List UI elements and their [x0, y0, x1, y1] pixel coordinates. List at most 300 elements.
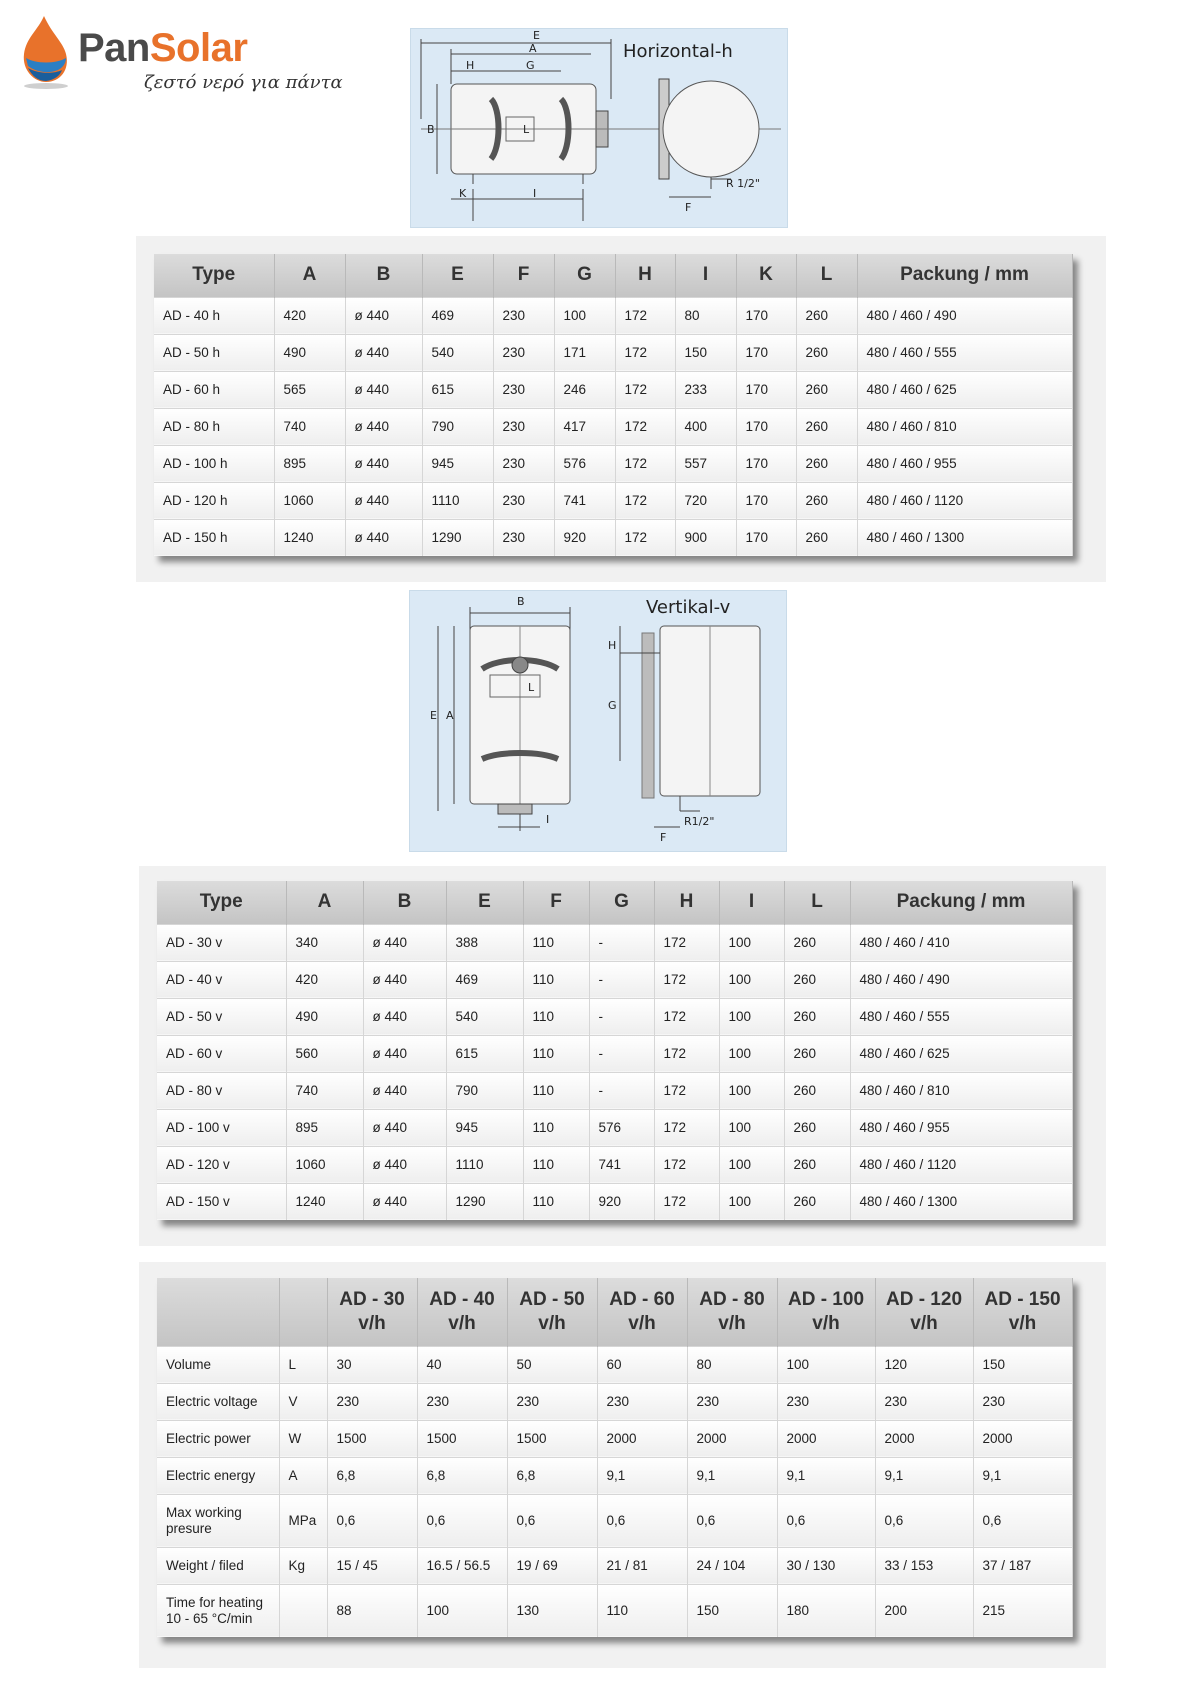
column-header: E — [422, 254, 493, 297]
table-cell: 50 — [507, 1346, 597, 1383]
table-cell: 540 — [422, 334, 493, 371]
table-cell: 100 — [719, 1109, 784, 1146]
column-header: AD - 120 v/h — [875, 1278, 973, 1346]
table-cell: 9,1 — [875, 1457, 973, 1494]
dim-label: H — [466, 59, 475, 72]
table-cell: 110 — [523, 924, 589, 961]
table-cell: 172 — [615, 334, 675, 371]
table-cell: 0,6 — [875, 1494, 973, 1547]
table-row — [157, 1183, 1072, 1220]
column-header — [279, 1278, 327, 1346]
table-cell: 171 — [554, 334, 615, 371]
vertical-drawing — [410, 591, 786, 851]
table-cell: 172 — [654, 998, 719, 1035]
table-cell: 230 — [777, 1383, 875, 1420]
table-cell: 110 — [523, 1035, 589, 1072]
table-cell: 420 — [286, 961, 363, 998]
table-cell: ø 440 — [345, 297, 422, 334]
table-cell: 230 — [493, 519, 554, 556]
table-cell: - — [589, 1072, 654, 1109]
table-cell: 260 — [784, 1109, 850, 1146]
table-cell: 920 — [589, 1183, 654, 1220]
column-header: Type — [154, 254, 274, 297]
table-cell: 0,6 — [327, 1494, 417, 1547]
table-cell: 9,1 — [777, 1457, 875, 1494]
table-cell: 260 — [796, 371, 857, 408]
horizontal-dimensions-table — [154, 254, 1073, 556]
table-cell: 16.5 / 56.5 — [417, 1547, 507, 1584]
table-cell: 24 / 104 — [687, 1547, 777, 1584]
table-cell: 895 — [286, 1109, 363, 1146]
table-cell: 100 — [719, 1072, 784, 1109]
table-row — [154, 445, 1072, 482]
dim-label: R 1/2" — [726, 177, 760, 190]
table-cell: 172 — [654, 1072, 719, 1109]
table-cell: 230 — [597, 1383, 687, 1420]
table-cell: 480 / 460 / 555 — [857, 334, 1072, 371]
table-cell: 230 — [493, 482, 554, 519]
table-cell: 172 — [615, 482, 675, 519]
column-header: L — [784, 881, 850, 924]
dim-label: L — [528, 681, 535, 694]
table-row — [157, 998, 1072, 1035]
row-label: AD - 60 h — [154, 371, 274, 408]
row-label: Volume — [157, 1346, 279, 1383]
table-row — [157, 1547, 1072, 1584]
table-cell: 172 — [615, 371, 675, 408]
table-cell: 1060 — [274, 482, 345, 519]
table-cell: 480 / 460 / 1300 — [850, 1183, 1072, 1220]
table-cell: 100 — [719, 924, 784, 961]
table-row — [154, 297, 1072, 334]
brand-tagline: ζεστό νερό για πάντα — [144, 72, 343, 93]
table-cell: 21 / 81 — [597, 1547, 687, 1584]
dim-label: H — [608, 639, 617, 652]
column-header: AD - 100 v/h — [777, 1278, 875, 1346]
table-cell: 469 — [446, 961, 523, 998]
table-cell: - — [589, 998, 654, 1035]
table-cell: ø 440 — [363, 961, 446, 998]
table-cell: 120 — [875, 1346, 973, 1383]
row-label: AD - 120 h — [154, 482, 274, 519]
table-cell: 100 — [554, 297, 615, 334]
dim-label: E — [430, 709, 437, 722]
table-cell: 110 — [523, 1109, 589, 1146]
table-cell: 720 — [675, 482, 736, 519]
table-cell: 40 — [417, 1346, 507, 1383]
table-cell: 480 / 460 / 810 — [857, 408, 1072, 445]
table-cell: 490 — [286, 998, 363, 1035]
horizontal-diagram — [410, 28, 788, 228]
column-header: AD - 30 v/h — [327, 1278, 417, 1346]
table-cell: 480 / 460 / 955 — [857, 445, 1072, 482]
table-cell: ø 440 — [345, 519, 422, 556]
table-cell: 60 — [597, 1346, 687, 1383]
row-label: AD - 40 h — [154, 297, 274, 334]
table-cell: - — [589, 924, 654, 961]
dim-label: F — [685, 201, 692, 214]
table-cell: 1060 — [286, 1146, 363, 1183]
table-cell: 150 — [675, 334, 736, 371]
table-cell: 388 — [446, 924, 523, 961]
row-label: AD - 40 v — [157, 961, 286, 998]
table-cell: 340 — [286, 924, 363, 961]
table-cell: 9,1 — [597, 1457, 687, 1494]
table-cell: 172 — [615, 445, 675, 482]
table-cell: 170 — [736, 445, 796, 482]
dim-label: A — [529, 42, 537, 55]
table-cell: 790 — [422, 408, 493, 445]
horizontal-diagram-title: Horizontal-h — [623, 41, 733, 62]
table-cell: 80 — [675, 297, 736, 334]
table-cell: 741 — [554, 482, 615, 519]
table-cell: 100 — [719, 1035, 784, 1072]
table-cell: 110 — [523, 998, 589, 1035]
table-cell: 565 — [274, 371, 345, 408]
table-cell: ø 440 — [363, 1109, 446, 1146]
table-cell: 180 — [777, 1584, 875, 1637]
table-row — [157, 1109, 1072, 1146]
row-label: AD - 50 v — [157, 998, 286, 1035]
table-cell: 260 — [784, 1146, 850, 1183]
table-cell: 172 — [654, 1183, 719, 1220]
table-cell: 1290 — [422, 519, 493, 556]
table-cell: 2000 — [597, 1420, 687, 1457]
table-cell: 170 — [736, 519, 796, 556]
table-cell: 615 — [446, 1035, 523, 1072]
table-cell: 480 / 460 / 625 — [857, 371, 1072, 408]
table-cell: 480 / 460 / 490 — [857, 297, 1072, 334]
column-header: K — [736, 254, 796, 297]
table-cell: 615 — [422, 371, 493, 408]
table-cell: 740 — [274, 408, 345, 445]
table-cell: ø 440 — [363, 924, 446, 961]
table-cell: 230 — [493, 371, 554, 408]
table-cell: 172 — [615, 297, 675, 334]
brand-name: PanSolar — [78, 26, 248, 70]
column-header: I — [719, 881, 784, 924]
table-row — [157, 961, 1072, 998]
column-header: AD - 60 v/h — [597, 1278, 687, 1346]
table-row — [157, 1072, 1072, 1109]
row-label: AD - 100 v — [157, 1109, 286, 1146]
table-cell: ø 440 — [363, 1035, 446, 1072]
table-cell: 15 / 45 — [327, 1547, 417, 1584]
table-cell: 260 — [784, 961, 850, 998]
dim-label: L — [523, 123, 530, 136]
table-row — [154, 519, 1072, 556]
dim-label: F — [660, 831, 667, 844]
table-cell: ø 440 — [363, 1183, 446, 1220]
row-label: AD - 150 v — [157, 1183, 286, 1220]
table-cell: 260 — [796, 482, 857, 519]
table-cell: 480 / 460 / 955 — [850, 1109, 1072, 1146]
column-header: Type — [157, 881, 286, 924]
table-cell: ø 440 — [363, 1072, 446, 1109]
table-cell: 200 — [875, 1584, 973, 1637]
table-cell: 1110 — [446, 1146, 523, 1183]
table-cell: 230 — [417, 1383, 507, 1420]
table-cell: 0,6 — [417, 1494, 507, 1547]
table-cell: 170 — [736, 371, 796, 408]
table-cell: - — [589, 1035, 654, 1072]
table-cell: 110 — [597, 1584, 687, 1637]
table-cell: 260 — [784, 1072, 850, 1109]
table-cell: 480 / 460 / 555 — [850, 998, 1072, 1035]
table-cell: 0,6 — [687, 1494, 777, 1547]
table-cell: 172 — [654, 1109, 719, 1146]
table-cell: 260 — [796, 408, 857, 445]
column-header: AD - 80 v/h — [687, 1278, 777, 1346]
column-header: AD - 50 v/h — [507, 1278, 597, 1346]
table-cell: 260 — [796, 519, 857, 556]
table-cell: 170 — [736, 334, 796, 371]
row-label: Electric power — [157, 1420, 279, 1457]
vertical-diagram — [409, 590, 787, 852]
table-cell: W — [279, 1420, 327, 1457]
table-cell: 260 — [796, 297, 857, 334]
row-label: AD - 60 v — [157, 1035, 286, 1072]
table-cell: 172 — [654, 1146, 719, 1183]
column-header: G — [589, 881, 654, 924]
table-cell: 88 — [327, 1584, 417, 1637]
table-cell: 100 — [777, 1346, 875, 1383]
table-cell: A — [279, 1457, 327, 1494]
dim-label: K — [459, 187, 467, 200]
table-cell: 2000 — [973, 1420, 1072, 1457]
table-cell: 230 — [493, 408, 554, 445]
table-cell: 480 / 460 / 1300 — [857, 519, 1072, 556]
table-cell: 230 — [493, 334, 554, 371]
table-cell: 480 / 460 / 490 — [850, 961, 1072, 998]
row-label: Max working presure — [157, 1494, 279, 1547]
table-cell: 945 — [446, 1109, 523, 1146]
table-cell: 790 — [446, 1072, 523, 1109]
row-label: AD - 120 v — [157, 1146, 286, 1183]
table-cell: 576 — [589, 1109, 654, 1146]
column-header: E — [446, 881, 523, 924]
table-cell: 230 — [493, 297, 554, 334]
column-header: F — [523, 881, 589, 924]
column-header: B — [345, 254, 422, 297]
table-cell: 37 / 187 — [973, 1547, 1072, 1584]
table-cell: 0,6 — [507, 1494, 597, 1547]
table-cell: L — [279, 1346, 327, 1383]
table-cell: 172 — [654, 1035, 719, 1072]
row-label: AD - 50 h — [154, 334, 274, 371]
table-cell: 480 / 460 / 1120 — [850, 1146, 1072, 1183]
dim-label: B — [427, 123, 435, 136]
table-cell: 6,8 — [327, 1457, 417, 1494]
table-cell: 110 — [523, 1146, 589, 1183]
column-header: L — [796, 254, 857, 297]
dim-label: E — [533, 29, 540, 42]
table-cell: 33 / 153 — [875, 1547, 973, 1584]
table-cell: 2000 — [875, 1420, 973, 1457]
table-cell: 110 — [523, 1072, 589, 1109]
table-cell: 172 — [654, 924, 719, 961]
column-header: H — [615, 254, 675, 297]
table-cell: 9,1 — [687, 1457, 777, 1494]
dim-label: G — [608, 699, 617, 712]
table-cell: 741 — [589, 1146, 654, 1183]
table-cell: - — [589, 961, 654, 998]
table-row — [157, 924, 1072, 961]
table-cell: 230 — [493, 445, 554, 482]
dim-label: A — [446, 709, 454, 722]
table-cell: 480 / 460 / 810 — [850, 1072, 1072, 1109]
table-cell: 170 — [736, 297, 796, 334]
table-cell: 0,6 — [597, 1494, 687, 1547]
vertical-diagram-title: Vertikal-v — [646, 597, 731, 618]
table-cell: 100 — [719, 961, 784, 998]
table-cell: 6,8 — [507, 1457, 597, 1494]
table-row — [157, 1146, 1072, 1183]
table-cell: 900 — [675, 519, 736, 556]
table-cell: ø 440 — [345, 334, 422, 371]
table-cell: 480 / 460 / 1120 — [857, 482, 1072, 519]
table-cell: 400 — [675, 408, 736, 445]
row-label: AD - 100 h — [154, 445, 274, 482]
table-cell: 945 — [422, 445, 493, 482]
table-cell: 557 — [675, 445, 736, 482]
column-header: A — [286, 881, 363, 924]
table-cell: 1500 — [507, 1420, 597, 1457]
table-cell: 230 — [973, 1383, 1072, 1420]
table-cell: 895 — [274, 445, 345, 482]
table-cell: 170 — [736, 482, 796, 519]
column-header — [157, 1278, 279, 1346]
table-row — [157, 1420, 1072, 1457]
table-cell: 80 — [687, 1346, 777, 1383]
table-cell: Kg — [279, 1547, 327, 1584]
dim-label: B — [517, 595, 525, 608]
table-cell: 417 — [554, 408, 615, 445]
row-label: Weight / filed — [157, 1547, 279, 1584]
row-label: Electric energy — [157, 1457, 279, 1494]
table-cell: 30 / 130 — [777, 1547, 875, 1584]
table-cell: 170 — [736, 408, 796, 445]
table-cell: 19 / 69 — [507, 1547, 597, 1584]
table-row — [157, 1457, 1072, 1494]
table-cell: 100 — [719, 1146, 784, 1183]
table-cell: 1240 — [274, 519, 345, 556]
table-cell: 230 — [687, 1383, 777, 1420]
vertical-dimensions-table — [157, 881, 1073, 1220]
table-cell: 150 — [973, 1346, 1072, 1383]
row-label: Electric voltage — [157, 1383, 279, 1420]
table-cell: V — [279, 1383, 327, 1420]
table-cell: 420 — [274, 297, 345, 334]
table-cell: 230 — [507, 1383, 597, 1420]
table-cell: 260 — [784, 924, 850, 961]
column-header: F — [493, 254, 554, 297]
table-cell: 233 — [675, 371, 736, 408]
table-cell: 490 — [274, 334, 345, 371]
table-cell: 230 — [875, 1383, 973, 1420]
column-header: G — [554, 254, 615, 297]
table-cell: 920 — [554, 519, 615, 556]
row-label: AD - 80 h — [154, 408, 274, 445]
table-row — [157, 1584, 1072, 1637]
table-cell: 260 — [796, 445, 857, 482]
column-header: A — [274, 254, 345, 297]
table-cell: ø 440 — [345, 408, 422, 445]
table-cell: ø 440 — [363, 998, 446, 1035]
column-header: H — [654, 881, 719, 924]
table-cell: 30 — [327, 1346, 417, 1383]
table-row — [157, 1494, 1072, 1547]
table-cell: ø 440 — [345, 445, 422, 482]
table-cell: 215 — [973, 1584, 1072, 1637]
flame-drop-icon — [16, 14, 76, 94]
dim-label: R1/2" — [684, 815, 715, 828]
table-cell: 1290 — [446, 1183, 523, 1220]
table-cell: MPa — [279, 1494, 327, 1547]
table-cell: 9,1 — [973, 1457, 1072, 1494]
row-label: AD - 150 h — [154, 519, 274, 556]
table-cell: 540 — [446, 998, 523, 1035]
table-cell: 0,6 — [777, 1494, 875, 1547]
table-cell: 130 — [507, 1584, 597, 1637]
table-cell: 0,6 — [973, 1494, 1072, 1547]
column-header: Packung / mm — [857, 254, 1072, 297]
dim-label: I — [546, 813, 550, 826]
table-row — [154, 371, 1072, 408]
table-cell: 6,8 — [417, 1457, 507, 1494]
table-cell: ø 440 — [345, 371, 422, 408]
table-cell: 1110 — [422, 482, 493, 519]
table-row — [154, 482, 1072, 519]
row-label: Time for heating 10 - 65 °C/min — [157, 1584, 279, 1637]
column-header: Packung / mm — [850, 881, 1072, 924]
table-cell: 560 — [286, 1035, 363, 1072]
table-cell: 172 — [615, 408, 675, 445]
table-row — [157, 1346, 1072, 1383]
table-row — [157, 1383, 1072, 1420]
table-row — [157, 1035, 1072, 1072]
table-cell: 480 / 460 / 410 — [850, 924, 1072, 961]
row-label: AD - 30 v — [157, 924, 286, 961]
table-cell: 260 — [796, 334, 857, 371]
table-cell: 150 — [687, 1584, 777, 1637]
table-cell: 172 — [654, 961, 719, 998]
table-cell: 100 — [417, 1584, 507, 1637]
column-header: I — [675, 254, 736, 297]
dim-label: I — [533, 187, 537, 200]
table-row — [154, 334, 1072, 371]
table-cell: 576 — [554, 445, 615, 482]
dim-label: G — [526, 59, 535, 72]
column-header: AD - 150 v/h — [973, 1278, 1072, 1346]
table-cell: ø 440 — [345, 482, 422, 519]
table-cell: 480 / 460 / 625 — [850, 1035, 1072, 1072]
column-header: AD - 40 v/h — [417, 1278, 507, 1346]
table-row — [154, 408, 1072, 445]
table-cell: 100 — [719, 1183, 784, 1220]
table-cell: 172 — [615, 519, 675, 556]
table-cell: 2000 — [687, 1420, 777, 1457]
table-cell: 1240 — [286, 1183, 363, 1220]
table-cell: 469 — [422, 297, 493, 334]
column-header: B — [363, 881, 446, 924]
table-cell: 2000 — [777, 1420, 875, 1457]
pansolar-logo — [16, 14, 343, 104]
row-label: AD - 80 v — [157, 1072, 286, 1109]
table-cell: 246 — [554, 371, 615, 408]
specifications-table — [157, 1278, 1073, 1637]
table-cell: 740 — [286, 1072, 363, 1109]
